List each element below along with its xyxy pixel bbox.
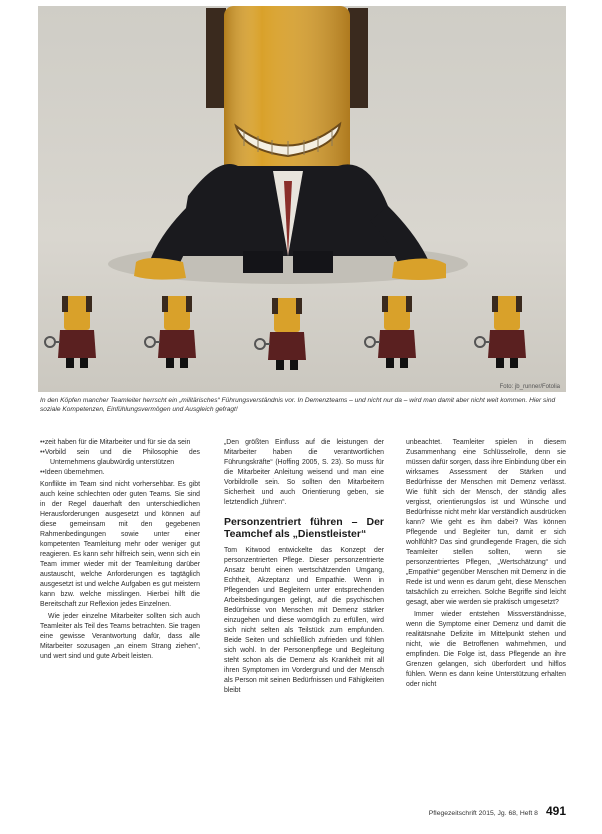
windup-figure-5 <box>475 296 526 368</box>
windup-figure-2 <box>145 296 196 368</box>
boss-figure <box>134 6 446 280</box>
list-item: •• zeit haben für die Mitarbeiter und für sie da sein <box>40 438 200 448</box>
text-column-2 <box>224 438 384 698</box>
page-number: 491 <box>545 804 566 818</box>
figure-caption: In den Köpfen mancher Teamleiter herrscht ein „militärisches“ Führungsverständnis vor. In Demenzteams – und nicht nur da – wird man damit aber nicht weit kommen. Hier sind soziale Kompetenzen, Einfühlungsvermögen und Ausgleich gefragt! <box>40 397 556 413</box>
paragraph: „Den größten Einfluss auf die leistungen der Mitarbeiter haben die verantwortlichen Führungskräfte“ (Hoffing 2005, S. 23). So muss für die Mitarbeiter Anleitung weisend und man eine Vorbildrolle sein. So sollten den Mitarbeitern Sicherheit und auch Orientierung geben, sie letztendlich „führen“. <box>224 439 384 506</box>
photo-credit: Foto: jb_runner/Fotolia <box>499 384 560 390</box>
paragraph: Konflikte im Team sind nicht vorhersehbar. Es gibt auch keine schlechten oder guten Teams. Sie sind in der Regel dauerhaft den unterschiedlichen Herausforderungen ausgesetzt und können auf diese gemeinsam mit den gegebenen Rahmenbedingungen sowie unter einer kompetenten Teamleitung mehr oder weniger gut reagieren. Es kann sehr hilfreich sein, wenn sich ein Team immer wieder mit der Teamleitung darüber austauscht, welche Anforderungen es tagtäglich ausgesetzt ist und welche Aufgaben es gut meistern kann bzw. welche misslingen. Hierbei hilft die Bereitschaft zur Reflexion jedes Einzelnen. <box>40 481 200 608</box>
windup-figure-3 <box>255 298 306 370</box>
bullet-list <box>40 438 200 478</box>
list-item: •• Ideen übernehmen. <box>40 468 200 478</box>
boss-and-windup-figures-drawing <box>38 6 566 392</box>
page-footer <box>380 804 566 818</box>
windup-figure-1 <box>45 296 96 368</box>
paragraph: Wie jeder einzelne Mitarbeiter sollten sich auch Teamleiter als Teil des Teams betrachten. Sie tragen eine gewisse Verantwortung dafür, dass alle Mitarbeiter sozusagen „an einem Strang ziehen“, und wert sind und gute Arbeit leisten. <box>40 613 200 660</box>
paragraph: Tom Kitwood entwickelte das Konzept der personzentrierten Pflege. Dieser personzentrierte Ansatz beruht einen wertschätzenden Umgang, Echtheit, Akzeptanz und Empathie. Wenn in Pflegenden und Begleitern unter entsprechenden Arbeitsbedingungen gelingt, auf die psychischen Bedürfnisse von Menschen mit Demenz stärker einzugehen und diese womöglich zu erfüllen, wird sich nicht selten als Teilstück zum empfunden. Beide Seiten und schließlich zufrieden und fühlen sich wohl. In der Personenpflege und Begleitung steht schon als die Demenz als Krankheit mit all ihren Symptomen im Vordergrund und der Mensch als Person mit seinen Bedürfnissen und Fähigkeiten bleibt <box>224 547 384 694</box>
windup-figure-4 <box>365 296 416 368</box>
text-column-3 <box>406 438 566 692</box>
list-item: •• Vorbild sein und die Philosophie des Unternehmens glaubwürdig unterstützen <box>40 448 200 468</box>
paragraph: unbeachtet. Teamleiter spielen in diesem Zusammenhang eine Schlüsselrolle, denn sie müssen dafür sorgen, dass ihre Einbindung über ein wirksames Assessment der Stärken und Bedürfnisse der Menschen mit Demenz verlässt. Wie fühlt sich der Mensch, der ständig alles vergisst, orientierungslos ist und Wünsche und Bedürfnisse nicht mehr klar verständlich ausdrücken kann? Wie geht es ihm dabei? Was können Pflegende und Begleiter tun, damit er sich wohlfühlt? Das sind grundlegende Fragen, die sich Teamleiter stellen sollten, wenn sie personzentriertes Pflegen, „Wertschätzung“ und „Empathie“ gegenüber Menschen mit Demenz in die Rede ist und wenn es darum geht, diese Menschen tatsächlich zu erreichen. Solche Begriffe sind leicht gesagt, aber wie werden sie praktisch umgesetzt? <box>406 439 566 606</box>
journal-reference: Pflegezeitschrift 2015, Jg. 68, Heft 8 <box>428 810 538 817</box>
paragraph: Immer wieder entstehen Missverständnisse, wenn die Symptome einer Demenz und damit die realitätsnahe Defizite im Mittelpunkt stehen und nicht, wie die Betroffenen wahrnehmen, und empfinden. Die Folge ist, dass Pflegende an ihre Grenzen gelangen, sich überfordert und hilflos fühlen. Wenn es dann keine Unterstützung erhalten oder nicht <box>406 611 566 688</box>
cartoon-illustration <box>38 6 566 392</box>
text-column-1 <box>40 438 200 664</box>
section-heading: Personzentriert führen – Der Teamchef als „Dienstleister“ <box>224 516 384 540</box>
